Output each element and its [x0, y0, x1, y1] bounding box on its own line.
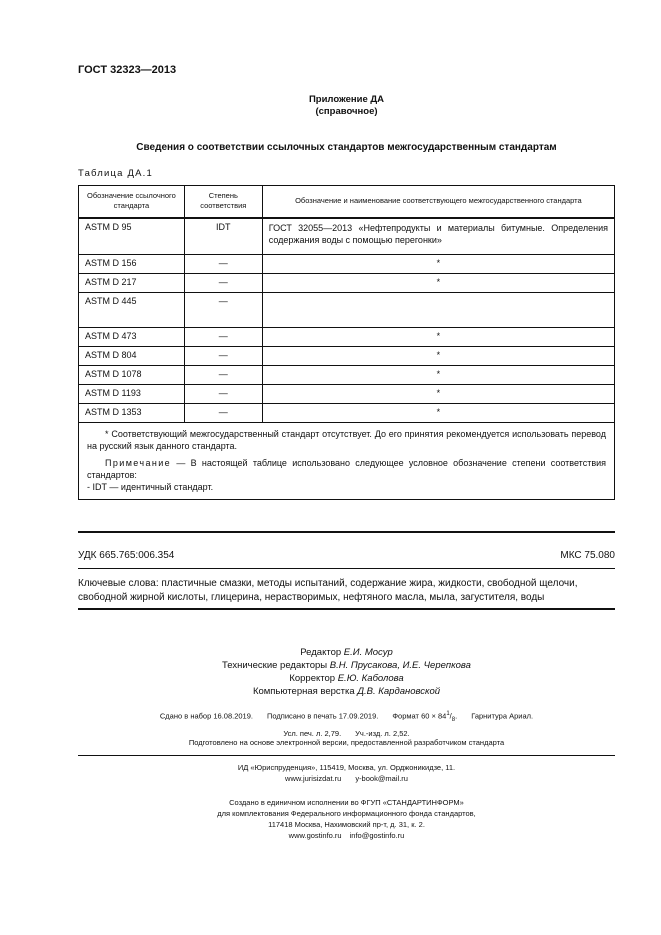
- correspondence-table: [78, 185, 615, 500]
- prepared-note: Подготовлено на основе электронной версии, предоставленной разработчиком стандарта: [188, 738, 505, 747]
- producer-block: [78, 797, 615, 841]
- table-row: [79, 255, 615, 274]
- table-row: [79, 328, 615, 347]
- producer-website-link[interactable]: www.gostinfo.ru: [288, 831, 342, 840]
- credit-name: Е.И. Мосур: [343, 647, 393, 658]
- credit-role: Технические редакторы: [222, 660, 328, 671]
- reference-cell: ASTM D 804: [79, 347, 185, 366]
- document-code: ГОСТ 32323—2013: [78, 64, 177, 76]
- credit-line: [78, 659, 615, 672]
- standard-cell: *: [262, 274, 614, 293]
- annex-title: Приложение ДА: [308, 94, 385, 105]
- standard-cell: *: [262, 347, 614, 366]
- section-heading: Сведения о соответствии ссылочных стандартов межгосударственным стандартам: [136, 142, 557, 153]
- table-row: [79, 274, 615, 293]
- standard-cell: *: [262, 328, 614, 347]
- degree-cell: —: [184, 293, 262, 328]
- reference-cell: ASTM D 473: [79, 328, 185, 347]
- standard-cell: *: [262, 366, 614, 385]
- print-info-line-1: Сдано в набор 16.08.2019. Подписано в печать 17.09.2019. Формат $60 \times 84^1/_8$. Гарнитура Ариал.: [159, 711, 534, 723]
- note-text: — В настоящей таблице использовано следующее условное обозначение степени соответствия стандартов:: [87, 458, 606, 480]
- standard-cell: *: [262, 255, 614, 274]
- format-denominator: 8: [451, 717, 456, 723]
- standard-cell: ГОСТ 32055—2013 «Нефтепродукты и материалы битумные. Определения содержания воды с помощью перегонки»: [262, 218, 614, 255]
- divider: [78, 755, 615, 756]
- degree-cell: —: [184, 366, 262, 385]
- degree-cell: —: [184, 255, 262, 274]
- annex-subtitle: (справочное): [315, 106, 378, 117]
- format-suffix: .: [455, 711, 458, 721]
- reference-cell: ASTM D 1193: [79, 385, 185, 404]
- signed-date: Подписано в печать 17.09.2019.: [266, 711, 379, 721]
- producer-line: для комплектования Федерального информационного фонда стандартов,: [217, 809, 476, 818]
- publisher-email-link[interactable]: y-book@mail.ru: [355, 774, 408, 783]
- standard-cell: *: [262, 404, 614, 423]
- table-notes-cell: [79, 423, 615, 500]
- credit-role: Компьютерная верстка: [252, 686, 355, 697]
- reference-cell: ASTM D 95: [79, 218, 185, 255]
- table-row: [79, 347, 615, 366]
- typeface: Гарнитура Ариал.: [471, 711, 534, 721]
- credit-role: Редактор: [300, 647, 342, 658]
- producer-line: Создано в единичном исполнении во ФГУП «СТАНДАРТИНФОРМ»: [229, 798, 464, 807]
- column-header-standard: Обозначение и наименование соответствующего межгосударственного стандарта: [262, 186, 614, 218]
- degree-cell: IDT: [184, 218, 262, 255]
- degree-cell: —: [184, 385, 262, 404]
- mks-code: МКС 75.080: [560, 550, 615, 561]
- divider: [78, 568, 615, 569]
- column-header-reference: Обозначение ссылочного стандарта: [79, 186, 185, 218]
- producer-email-link[interactable]: info@gostinfo.ru: [349, 831, 405, 840]
- credit-name: В.Н. Прусакова, И.Е. Черепкова: [329, 660, 471, 671]
- table-row: [79, 385, 615, 404]
- publisher-address: ИД «Юриспруденция», 115419, Москва, ул. Орджоникидзе, 11.: [237, 763, 456, 772]
- submitted-date: Сдано в набор 16.08.2019.: [159, 711, 253, 721]
- reference-cell: ASTM D 217: [79, 274, 185, 293]
- credit-line: [78, 685, 615, 698]
- standard-cell: *: [262, 385, 614, 404]
- credit-name: Д.В. Кардановской: [357, 686, 441, 697]
- standard-cell: [262, 293, 614, 328]
- producer-address: 117418 Москва, Нахимовский пр-т, д. 31, к. 2.: [268, 820, 425, 829]
- paper-format: Формат 60 × 84: [392, 711, 447, 721]
- divider: [78, 608, 615, 610]
- degree-cell: —: [184, 328, 262, 347]
- table-notes-row: [79, 423, 615, 500]
- publisher-contacts: [78, 773, 615, 784]
- table-footnote: * Соответствующий межгосударственный стандарт отсутствует. До его принятия рекомендуется использовать перевод на русский язык данного стандарта.: [87, 429, 606, 451]
- reference-cell: ASTM D 1078: [79, 366, 185, 385]
- column-header-degree: Степень соответствия: [184, 186, 262, 218]
- producer-contacts: [78, 830, 615, 841]
- table-row: [79, 404, 615, 423]
- table-row: [79, 218, 615, 255]
- reference-cell: ASTM D 445: [79, 293, 185, 328]
- table-row: [79, 293, 615, 328]
- print-info: [78, 708, 615, 740]
- note-label: Примечание: [105, 458, 172, 468]
- table-note: [87, 457, 606, 481]
- publisher-block: [78, 762, 615, 784]
- divider: [78, 531, 615, 533]
- degree-cell: —: [184, 274, 262, 293]
- table-caption: Таблица ДА.1: [78, 168, 153, 179]
- note-item: - IDT — идентичный стандарт.: [87, 482, 214, 492]
- degree-cell: —: [184, 347, 262, 366]
- credit-name: Е.Ю. Каболова: [337, 673, 404, 684]
- keywords: Ключевые слова: пластичные смазки, методы испытаний, содержание жира, жидкости, свободной щелочи, свободной жирной кислоты, глицерина, нерастворимых, нефтяного масла, мыла, загустителя, воды: [78, 578, 578, 603]
- publication-sheets: Уч.-изд. л. 2,52.: [355, 729, 410, 738]
- format-numerator: 1: [446, 711, 450, 717]
- reference-cell: ASTM D 156: [79, 255, 185, 274]
- credit-line: [78, 646, 615, 659]
- credits-block: [78, 646, 615, 698]
- credit-role: Корректор: [289, 673, 336, 684]
- publisher-website-link[interactable]: www.jurisizdat.ru: [285, 774, 342, 783]
- udc-code: УДК 665.765:006.354: [78, 550, 175, 561]
- print-sheets: Усл. печ. л. 2,79.: [283, 729, 342, 738]
- table-header-row: [79, 186, 615, 218]
- table-row: [79, 366, 615, 385]
- credit-line: [78, 672, 615, 685]
- reference-cell: ASTM D 1353: [79, 404, 185, 423]
- degree-cell: —: [184, 404, 262, 423]
